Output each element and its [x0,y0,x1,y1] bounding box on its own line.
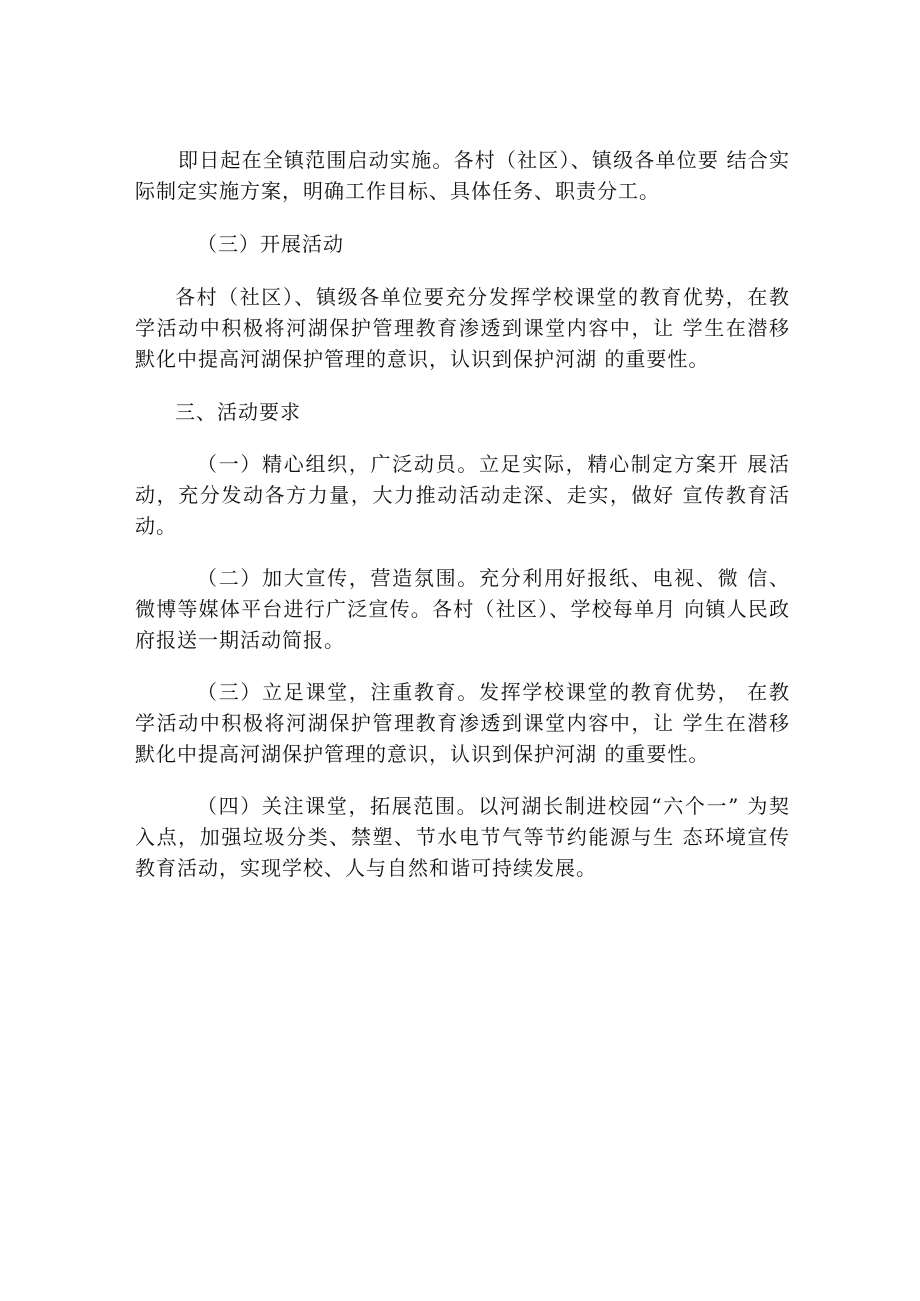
document-body [135,145,790,884]
heading-carry-out-activities: （三）开展活动 [197,232,344,256]
paragraph-activities: 各村（社区）、镇级各单位要充分发挥学校课堂的教育优势，在教学活动中积极将河湖保护管理教育渗透到课堂内容中，让 学生在潜移默化中提高河湖保护管理的意识，认识到保护河湖 的重要性。 [135,285,790,371]
paragraph-implementation: 即日起在全镇范围启动实施。各村（社区）、镇级各单位要 结合实际制定实施方案，明确工作目标、具体任务、职责分工。 [135,148,790,203]
paragraph-requirement-4: （四）关注课堂，拓展范围。以河湖长制进校园“六个一” 为契入点，加强垃圾分类、禁塑、节水电节气等节约能源与生 态环境宣传教育活动，实现学校、人与自然和谐可持续发展。 [135,794,790,880]
paragraph-requirement-1: （一）精心组织，广泛动员。立足实际，精心制定方案开 展活动，充分发动各方力量，大力推动活动走深、走实，做好 宣传教育活动。 [135,452,790,538]
heading-activity-requirements: 三、活动要求 [175,400,301,424]
paragraph-requirement-2: （二）加大宣传，营造氛围。充分利用好报纸、电视、微 信、微博等媒体平台进行广泛宣传。各村（社区）、学校每单月 向镇人民政府报送一期活动简报。 [135,566,790,652]
paragraph-requirement-3: （三）立足课堂，注重教育。发挥学校课堂的教育优势， 在教学活动中积极将河湖保护管理教育渗透到课堂内容中，让 学生在潜移默化中提高河湖保护管理的意识，认识到保护河湖 的重要性。 [135,680,790,766]
